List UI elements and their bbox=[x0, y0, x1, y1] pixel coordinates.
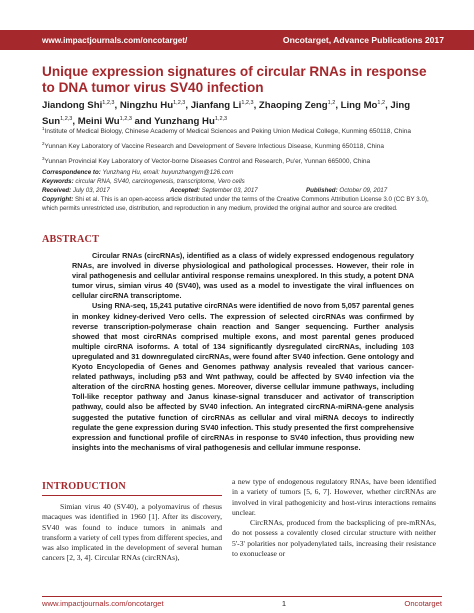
received-label: Received: bbox=[42, 187, 72, 195]
intro-paragraph: Simian virus 40 (SV40), a polyomavirus of rhesus macaques was identified in 1960 [1]. After its discovery, SV40 was found to induce tumors in animals and transform a variety of cell types from different species, and was also implicated in the development of several human cancers [2, 3, 4]. Circular RNAs (circRNAs), bbox=[42, 502, 222, 563]
accepted-label: Accepted: bbox=[170, 187, 200, 195]
author-list: Jiandong Shi$^{1,2,3}$, Ningzhu Hu$^{1,2,3}$, Jianfang Li$^{1,2,3}$, Zhaoping Zeng$^{1,2}$, Ling Mo$^{1,2}$, Jing Sun$^{1,2,3}$, Meini Wu$^{1,2,3}$ and Yunzhang Hu$^{1,2,3}$ bbox=[42, 100, 411, 127]
affiliation-item bbox=[42, 140, 442, 152]
affiliation-marker: 1 bbox=[42, 126, 45, 131]
author-name: Meini Wu bbox=[77, 115, 120, 127]
published-value: October 09, 2017 bbox=[339, 187, 388, 195]
footer-url[interactable]: www.impactjournals.com/oncotarget bbox=[42, 599, 164, 608]
affiliation-list bbox=[42, 125, 442, 169]
author-name: Zhaoping Zeng bbox=[258, 100, 328, 112]
author-affiliation-marker: 1,2 bbox=[377, 100, 386, 106]
author-name: Jiandong Shi bbox=[42, 100, 103, 112]
abstract-paragraph: Circular RNAs (circRNAs), identified as a class of widely expressed endogenous regulatory RNAs, are involved in diverse physiological and pathological processes. However, their role in viral pathogenesis and cellular antiviral response remains unexplored. In this study, a potent DNA tumor virus, simian virus 40 (SV40), was used as a model to investigate the viral influences on cellular circRNA transcriptome. bbox=[72, 251, 414, 301]
received-date bbox=[42, 186, 170, 195]
dates-line bbox=[42, 186, 442, 195]
footer-divider bbox=[42, 596, 442, 597]
author-affiliation-marker: 1,2 bbox=[327, 100, 336, 106]
introduction-right-column bbox=[232, 477, 436, 559]
page-footer bbox=[42, 599, 442, 608]
correspondence-value[interactable]: Yunzhang Hu, email: huyunzhangym@126.com bbox=[102, 169, 234, 176]
copyright-label: Copyright: bbox=[42, 196, 74, 204]
keywords-value: circular RNA, SV40, carcinogenesis, transcriptome, Vero cells bbox=[75, 178, 245, 186]
affiliation-item bbox=[42, 155, 442, 167]
author-name: Jing Sun bbox=[42, 100, 411, 127]
author-name: Ling Mo bbox=[340, 100, 378, 112]
author-affiliation-marker: 1,2,3 bbox=[214, 115, 228, 122]
keywords-label: Keywords: bbox=[42, 178, 74, 186]
copyright-value: Shi et al. This is an open-access article distributed under the terms of the Creative Commons Attribution License 3.0 (CC BY 3.0), which permits unrestricted use, distribution, and reproduction in any medium, provided the original author and source are credited. bbox=[42, 196, 429, 213]
abstract-heading: ABSTRACT bbox=[42, 234, 100, 245]
keywords-line bbox=[42, 177, 442, 186]
abstract-paragraph: Using RNA-seq, 15,241 putative circRNAs were identified de novo from 5,057 parental genes in monkey kidney-derived Vero cells. The expression of selected circRNAs was confirmed by reverse transcription-polymerase chain reaction and Sanger sequencing. Further analysis showed that most circRNAs comprised multiple exons, and most parental genes produced multiple circRNA isoforms. A total of 134 significantly dysregulated circRNAs, including 103 upregulated and 31 downregulated circRNAs, were found after SV40 infection. Gene ontology and Kyoto Encyclopedia of Genes and Genomes pathway analysis revealed that various cancer-related pathways, including p53 and Wnt pathway, could be affected by SV40 infection via the alteration of the circRNA hosting genes. Moreover, diverse cellular immune pathways, including Toll-like receptor pathway and Janus kinase-signal transducer and activator of transcription pathway, could also be affected by SV40 infection. An integrated circRNA-miRNA-gene analysis suggested the putative function of circRNAs as cellular and viral miRNA decoys to indirectly regulate the gene expression during SV40 infection. This study presented the first comprehensive expression and functional profile of circRNAs in response to SV40 infection, thus providing new insights into the mechanisms of viral pathogenesis and cellular immune response. bbox=[72, 301, 414, 452]
author-name: Jianfang Li bbox=[190, 100, 242, 112]
published-label: Published: bbox=[306, 187, 338, 195]
author-name: Yunzhang Hu bbox=[154, 115, 215, 127]
page-number: 1 bbox=[281, 599, 287, 608]
author-name: Ningzhu Hu bbox=[119, 100, 174, 112]
introduction-heading: INTRODUCTION bbox=[42, 481, 126, 492]
abstract-body bbox=[72, 251, 414, 453]
section-divider bbox=[42, 495, 222, 496]
received-value: July 03, 2017 bbox=[72, 187, 110, 195]
author-affiliation-marker: 1,2,3 bbox=[102, 100, 115, 106]
affiliation-item bbox=[42, 125, 442, 137]
paper-title: Unique expression signatures of circular RNAs in response to DNA tumor virus SV40 infection bbox=[42, 64, 427, 95]
correspondence-label: Correspondence to: bbox=[42, 169, 101, 176]
affiliation-text: Institute of Medical Biology, Chinese Academy of Medical Sciences and Peking Union Medical College, Kunming 650118, China bbox=[44, 128, 412, 136]
introduction-left-column bbox=[42, 502, 222, 564]
intro-paragraph: CircRNAs, produced from the backsplicing of pre-mRNAs, do not possess a covalently closed circular structure with neither 5'-3' polarities nor polyadenylated tails, increasing their resistance to exonuclease or bbox=[232, 518, 436, 559]
journal-header-bar bbox=[0, 30, 474, 50]
affiliation-marker: 3 bbox=[42, 155, 45, 161]
copyright-line bbox=[42, 195, 442, 213]
article-metadata bbox=[42, 168, 442, 213]
correspondence-line bbox=[42, 168, 442, 177]
author-affiliation-marker: 1,2,3 bbox=[173, 100, 186, 106]
accepted-value: September 03, 2017 bbox=[201, 187, 258, 195]
footer-journal: Oncotarget bbox=[404, 599, 442, 608]
journal-url[interactable]: www.impactjournals.com/oncotarget/ bbox=[42, 35, 188, 45]
published-date bbox=[306, 186, 387, 195]
author-affiliation-marker: 1,2,3 bbox=[119, 115, 132, 122]
author-affiliation-marker: 1,2,3 bbox=[60, 115, 73, 122]
journal-issue: Oncotarget, Advance Publications 2017 bbox=[282, 35, 444, 45]
affiliation-text: Yunnan Key Laboratory of Vaccine Research and Development of Severe Infectious Disease, Kunming 650118, China bbox=[44, 142, 384, 150]
accepted-date bbox=[170, 186, 306, 195]
author-affiliation-marker: 1,2,3 bbox=[241, 100, 254, 106]
intro-paragraph: a new type of endogenous regulatory RNAs, have been identified in a variety of tumors [5, 6, 7]. However, whether circRNAs are involved in viral pathogenicity and host-virus interactions remains unclear. bbox=[232, 477, 436, 517]
affiliation-marker: 2 bbox=[42, 140, 45, 146]
affiliation-text: Yunnan Provincial Key Laboratory of Vector-borne Diseases Control and Research, Pu'er, Yunnan 665000, China bbox=[44, 157, 371, 165]
